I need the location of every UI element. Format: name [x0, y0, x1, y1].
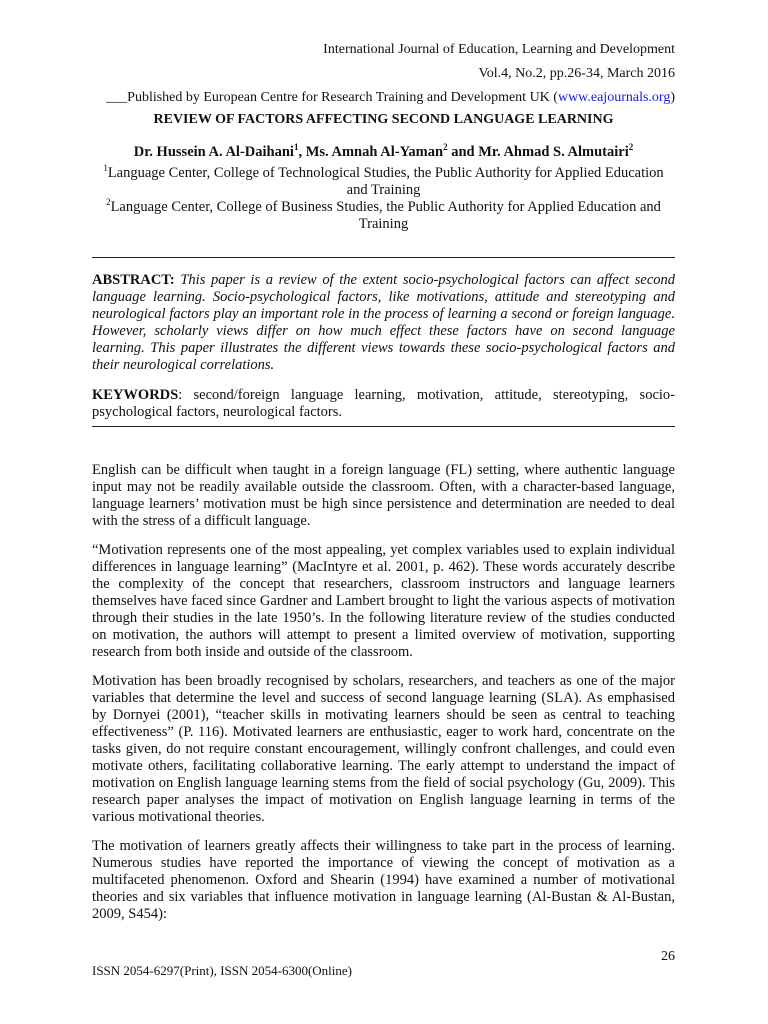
affiliation-text: Language Center, College of Business Studies, the Public Authority for Applied Education and Training: [110, 199, 661, 232]
paragraph: Motivation has been broadly recognised by scholars, researchers, and teachers as one of the major variables that determine the level and success of second language learning (SLA). As emphasised by Dornyei (2001), “teacher skills in motivating learners should be seen as central to teaching effectiveness” (P. 116). Motivated learners are enthusiastic, eager to work hard, concentrate on the tasks given, do not require constant encouragement, willingly confront challenges, and could even motivate others, facilitating collaborative learning. The early attempt to understand the impact of motivation on English language learning stems from the field of social psychology (Gu, 2009). This research paper analyses the impact of motivation on English language learning in terms of the various motivational theories.: [92, 673, 675, 825]
journal-website-link[interactable]: www.eajournals.org: [557, 90, 671, 105]
body-text: [92, 462, 675, 935]
author-separator: ,: [298, 144, 306, 160]
paragraph: The motivation of learners greatly affects their willingness to take part in the process of learning. Numerous studies have reported the importance of viewing the concept of motivation as a multifaceted phenomenon. Oxford and Shearin (1994) have examined a number of motivational theories and six variables that influence motivation in language learning (Al-Bustan & Al-Bustan, 2009, S454):: [92, 838, 675, 922]
author-name: Dr. Hussein A. Al-Daihani: [133, 144, 294, 160]
paper-title: REVIEW OF FACTORS AFFECTING SECOND LANGUAGE LEARNING: [153, 112, 614, 127]
affiliation: [92, 199, 675, 233]
paragraph: “Motivation represents one of the most appealing, yet complex variables used to explain individual differences in language learning” (MacIntyre et al. 2001, p. 462). These words accurately describe the complexity of the concept that researchers, classroom instructors and language learners themselves have faced since Gardner and Lambert brought to light the various aspects of motivation through their studies in the late 1950’s. In the following literature review of the studies conducted on motivation, the authors will attempt to present a limited overview of motivation, supporting research from both inside and outside of the classroom.: [92, 542, 675, 660]
page-number: 26: [661, 949, 675, 964]
affiliation-mark: 2: [106, 197, 111, 208]
keywords: [92, 387, 675, 421]
journal-volume: Vol.4, No.2, pp.26-34, March 2016: [478, 66, 675, 81]
divider: [92, 257, 675, 258]
author-separator: and: [447, 144, 479, 160]
journal-name: International Journal of Education, Learning and Development: [323, 42, 675, 57]
author-affiliation-mark: 1: [293, 142, 299, 153]
author-name: Ms. Amnah Al-Yaman: [305, 144, 444, 160]
paragraph: English can be difficult when taught in a foreign language (FL) setting, where authentic language input may not be readily available outside the classroom. Often, with a character-based language, language learners’ motivation must be high since persistence and determination are needed to deal with the stress of a difficult language.: [92, 462, 675, 529]
publisher-line: [92, 90, 675, 106]
abstract: [92, 272, 675, 374]
keywords-text: : second/foreign language learning, motivation, attitude, stereotyping, socio-psychological factors, neurological factors.: [92, 387, 675, 420]
divider: [92, 426, 675, 427]
abstract-label: ABSTRACT:: [92, 272, 175, 288]
author-list: [92, 144, 675, 161]
author-name: Mr. Ahmad S. Almutairi: [478, 144, 629, 160]
keywords-label: KEYWORDS: [92, 387, 179, 403]
affiliation-mark: 1: [103, 163, 108, 174]
affiliation-text: Language Center, College of Technological Studies, the Public Authority for Applied Education and Training: [107, 165, 664, 198]
journal-header: [92, 42, 675, 106]
author-affiliation-mark: 2: [443, 142, 448, 153]
affiliation: [92, 165, 675, 199]
publisher-text: ___Published by European Centre for Research Training and Development UK (: [106, 90, 558, 105]
issn-footer: ISSN 2054-6297(Print), ISSN 2054-6300(Online): [92, 963, 352, 978]
publisher-suffix: ): [670, 90, 675, 105]
author-affiliation-mark: 2: [628, 142, 634, 153]
abstract-text: This paper is a review of the extent socio-psychological factors can affect second language learning. Socio-psychological factors, like motivations, attitude and stereotyping and neurological factors play an important role in the process of learning a second or foreign language. However, scholarly views differ on how much effect these factors have on second language learning. This paper illustrates the different views towards these socio-psychological factors and their neurological correlations.: [92, 272, 676, 373]
